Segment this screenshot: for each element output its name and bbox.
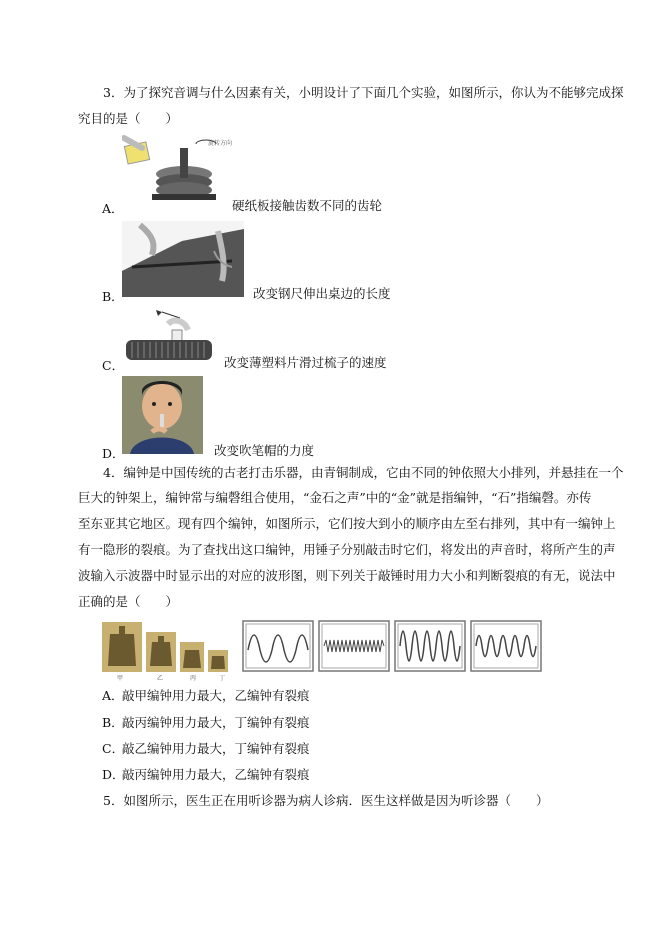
q4-option-c-letter: C． xyxy=(102,741,125,756)
bell-label-yi: 乙 xyxy=(157,675,164,682)
waveform-3 xyxy=(394,620,466,672)
rotation-direction-label: 旋转方向 xyxy=(208,140,233,147)
waveform-2 xyxy=(318,620,390,672)
q4-stem-line1: 4．编钟是中国传统的古老打击乐器，由青铜制成，它由不同的钟依照大小排列，并悬挂在一个 xyxy=(103,465,624,480)
waveform-1 xyxy=(242,620,314,672)
q4-option-d-text: 敲丙编钟用力最大，乙编钟有裂痕 xyxy=(122,767,310,782)
q3-option-b-caption: 改变钢尺伸出桌边的长度 xyxy=(253,286,391,301)
q3-option-a-letter: A． xyxy=(102,201,124,216)
q4-stem-line5: 波输入示波器中时显示出的对应的波形图，则下列关于敲锤时用力大小和判断裂痕的有无，说法中 xyxy=(78,568,616,583)
q4-option-d-letter: D． xyxy=(102,767,125,782)
q5-stem: 5．如图所示，医生正在用听诊器为病人诊病．医生这样做是因为听诊器（ ） xyxy=(103,793,549,808)
steel-ruler-image xyxy=(122,221,244,297)
comb-experiment-image xyxy=(122,306,216,368)
q3-stem-line2: 究目的是（ ） xyxy=(78,111,179,126)
q4-stem-line3: 至东亚其它地区。现有四个编钟，如图所示，它们按大到小的顺序由左至右排列，其中有一编钟上 xyxy=(78,516,616,531)
q4-option-b-text: 敲丙编钟用力最大，丁编钟有裂痕 xyxy=(122,715,310,730)
bell-label-jia: 甲 xyxy=(117,675,124,682)
bells-image xyxy=(102,620,234,680)
q3-option-d-letter: D． xyxy=(102,446,125,461)
q4-stem-line6: 正确的是（ ） xyxy=(78,594,179,609)
q3-option-d-caption: 改变吹笔帽的力度 xyxy=(214,443,315,458)
q4-option-b-letter: B． xyxy=(102,715,124,730)
waveform-4 xyxy=(470,620,542,672)
q4-option-a-letter: A． xyxy=(102,688,124,703)
boy-blowing-pen-cap-photo xyxy=(122,376,203,454)
bell-label-ding: 丁 xyxy=(219,675,226,682)
q3-stem-line1: 3．为了探究音调与什么因素有关，小明设计了下面几个实验，如图所示，你认为不能够完成探 xyxy=(103,85,624,100)
q4-stem-line2: 巨大的钟架上，编钟常与编磬组合使用，“金石之声”中的“金”就是指编钟，“石”指编磬。亦传 xyxy=(78,490,592,505)
q3-option-b-letter: B． xyxy=(102,289,124,304)
q4-option-c-text: 敲乙编钟用力最大，丁编钟有裂痕 xyxy=(122,741,310,756)
q3-option-c-caption: 改变薄塑料片滑过梳子的速度 xyxy=(224,355,387,370)
q3-option-a-caption: 硬纸板接触齿数不同的齿轮 xyxy=(232,198,383,213)
q3-option-c-letter: C． xyxy=(102,358,125,373)
q4-stem-line4: 有一隐形的裂痕。为了查找出这口编钟，用锤子分别敲击时它们，将发出的声音时，将所产生的声 xyxy=(78,542,616,557)
bell-label-bing: 丙 xyxy=(190,675,197,682)
q4-option-a-text: 敲甲编钟用力最大，乙编钟有裂痕 xyxy=(122,688,310,703)
